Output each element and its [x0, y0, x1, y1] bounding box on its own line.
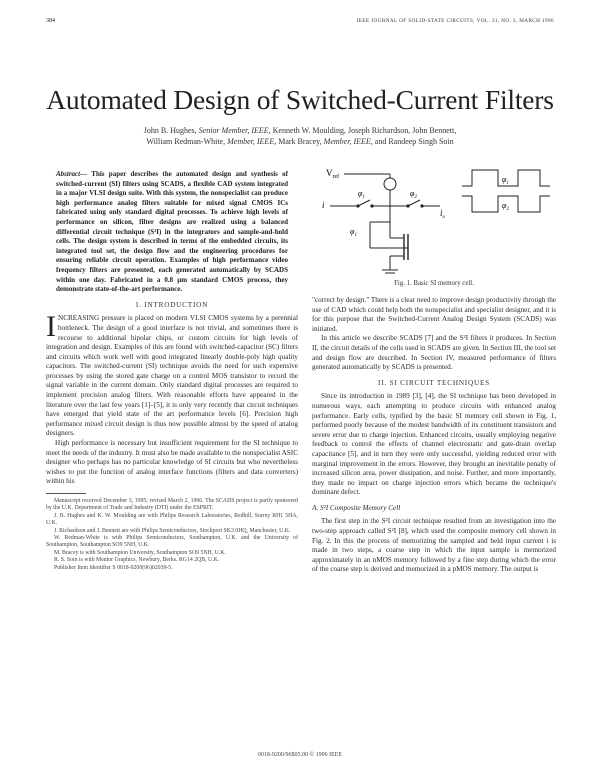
subsection-heading: A. S²I Composite Memory Cell [312, 503, 401, 512]
figure-1-circuit [312, 162, 556, 282]
right-column [312, 296, 556, 575]
journal-header: IEEE JOURNAL OF SOLID-STATE CIRCUITS, VOL. 31, NO. 3, MARCH 1996 [356, 18, 554, 24]
intro-heading: I. INTRODUCTION [135, 300, 209, 309]
section-2-heading: II. SI CIRCUIT TECHNIQUES [378, 378, 490, 387]
page-number: 384 [46, 18, 55, 24]
author-line2-more: Mark Bracey, [278, 136, 322, 146]
drop-cap: I [46, 310, 56, 344]
abstract [46, 170, 298, 295]
left-column [46, 170, 298, 572]
intro-p1-text: NCREASING pressure is placed on modern VLSI CMOS systems by a perennial bottleneck. The design of a good interface is not trivial, and sometimes there is recourse to additional bipolar chips, or custom circuits for high levels of integration and design. Examples of this are found with switched-capacitor (SC) filters and circuits which work well with good integrated linearly double-poly high quality capacitors. The switched-current (SI) technique avoids the need for such expensive processes by using the stored gate charge on a control MOS transistor to record the signal variable in the current domain. Only standard digital processes are required to implement precision analog filters. With reasonable efforts have appeared in the literature over the last few years [1]–[5], it is only very recently that circuit techniques have emerged that yield state of the art performance levels [6]. Precision high performance mixed circuit design is thus now possible almost by the speed of analog designers. [46, 314, 298, 438]
footnote-received: Manuscript received December 3, 1995; revised March 2, 1996. The SCADS project is partly sponsored by the U.K. Department of Trade and Industry (DTI) under the ESPRIT. [46, 498, 298, 512]
phi2-label: $\varphi_2$ [410, 189, 417, 200]
section-2-paragraph-1: Since its introduction in 1989 [3], [4], the SI technique has been developed in numerous ways, each attempting to produce circuits with enhanced analog performance. Early cells, typified by the basic SI memory cell shown in Fig. 1, performed poorly because of the modest bandwidth of its constituent transistors and severe error due to charge injection. Enhanced circuits, usually employing negative feedback to control the effects of channel electrostatic and gate-drain overlap capacitance [5], and in turn they were only successful, yielding reduced error with marginal improvement in the errors. However, they brought an inevitable penalty of increased silicon area, power dissipation, and noise. Further, and more importantly, they made no impact on charge injection errors which became the technique's dominant defect. [312, 392, 556, 497]
author-line2-role2: Member, IEEE, [323, 136, 373, 146]
intro-paragraph-1 [46, 310, 298, 439]
current-source-symbol [384, 178, 396, 190]
author-line1-names: John B. Hughes, [143, 126, 197, 135]
phi1-label-gate: $\varphi_1$ [350, 227, 357, 238]
footnote-affiliation-2: J. Richardson and J. Bennett are with Philips Semiconductors, Stockport SK3 0HQ, Manchester, U.K. [54, 527, 291, 534]
author-line1-role: Senior Member, IEEE, [198, 126, 271, 135]
footnote-affiliation-5: R. S. Soin is with Mentor Graphics, Newbury, Berks. RG14 2QB, U.K. [54, 557, 220, 564]
author-list [70, 126, 530, 147]
footnote-rule [46, 493, 86, 494]
vref-label: $V_{ref}$ [326, 168, 340, 180]
input-current-label: i [322, 200, 325, 210]
phi2-wave-label: $\varphi_2$ [502, 201, 509, 212]
page-footer: 0018-9200/96$05.00 © 1996 IEEE [257, 752, 343, 758]
abstract-text: This paper describes the automated design and synthesis of switched-current (SI) filters using SCADS, a flexible CAD system integrated in a major VLSI design suite. With this system, the nonspecialist can produce high performance analog filters suitable for mixed signal CMOS ICs fabricated using only standard digital processes. To achieve high levels of performance on silicon, filter designs are realized using a balanced differential circuit technique (S²I) in the integrators and sample-and-hold cells. The design system is described in terms of the embedded circuits, its integrated tool set, the design flow and the engineering procedures for ensuring reliable circuit operation. Examples of high performance video frequency filters are presented, each generated automatically by SCADS within one day. Fabricated in a 0.8 µm standard CMOS process, they demonstrate state-of-the-art performance. [56, 170, 289, 294]
figure-1-caption: Fig. 1. Basic SI memory cell. [394, 280, 474, 287]
phi1-wave-label: $\varphi_1$ [502, 175, 509, 186]
footnote-affiliation-1: J. B. Hughes and K. W. Moulding are with Philips Research Laboratories, Redhill, Surrey RH1 5HA, U.K. [46, 512, 298, 527]
author-line2-role: Member, IEEE, [227, 136, 277, 146]
output-current-label: $i_o$ [440, 208, 446, 220]
author-line2-names: William Redman-White, [146, 136, 226, 146]
right-paragraph-2: In this article we describe SCADS [7] and the S²I filters it produces. In Section II, the circuit details of the cells used in SCADS are given. In Section III, the tool set and design flow are described. In Section IV, measured performance of filters generated automatically by SCADS is presented. [312, 334, 556, 372]
switch-phi1-input [358, 200, 370, 206]
paper-title: Automated Design of Switched-Current Filters [46, 84, 554, 115]
switch-phi2 [408, 200, 420, 206]
right-paragraph-1: "correct by design." There is a clear need to improve design productivity through the use of CAD which could help both the nonspecialist and specialist designer, and it is for this purpose that the Switched-Current Analog Design System (SCADS) was initiated. [312, 296, 556, 333]
author-line2-end: and Randeep Singh Soin [374, 136, 454, 146]
footnote-affiliation-3: W. Redman-White is with Philips Semiconductors, Southampton, U.K. and the University of Southampton, Southampton SO9 5NH, U.K. [46, 535, 298, 549]
author-line1-more: Kenneth W. Moulding, Joseph Richardson, John Bennett, [272, 126, 457, 135]
clock-waveforms [462, 170, 550, 212]
section-2-paragraph-2: The first step in the S²I circuit technique resulted from an investigation into the two-step approach called S²I [8], which used the composite memory cell shown in Fig. 2. In this the process of memorizing the sampled and held input current i is made in two steps, a coarse step in which the input sample is memorized approximately in an nMOS memory followed by a fine step during which the error of the coarse step is derived and memorized in a pMOS memory. The output is [312, 517, 556, 574]
intro-paragraph-2: High performance is necessary but insufficient requirement for the SI technique to meet the needs of the industry. It must also be made available to the nonspecialist ASIC designer who perhaps has no particular knowledge of SI circuits but who nevertheless wishes to put the function of analog interface functions (filters and data converters) within his [46, 439, 298, 486]
footnote-affiliation-4: M. Bracey is with Southampton University, Southampton SO9 5NH, U.K. [54, 549, 226, 556]
abstract-label: Abstract— [56, 170, 88, 178]
phi1-label-top: $\varphi_1$ [358, 189, 365, 200]
footnote-publisher-id: Publisher Item Identifier S 0018-9200(96)02039-5. [54, 564, 173, 571]
